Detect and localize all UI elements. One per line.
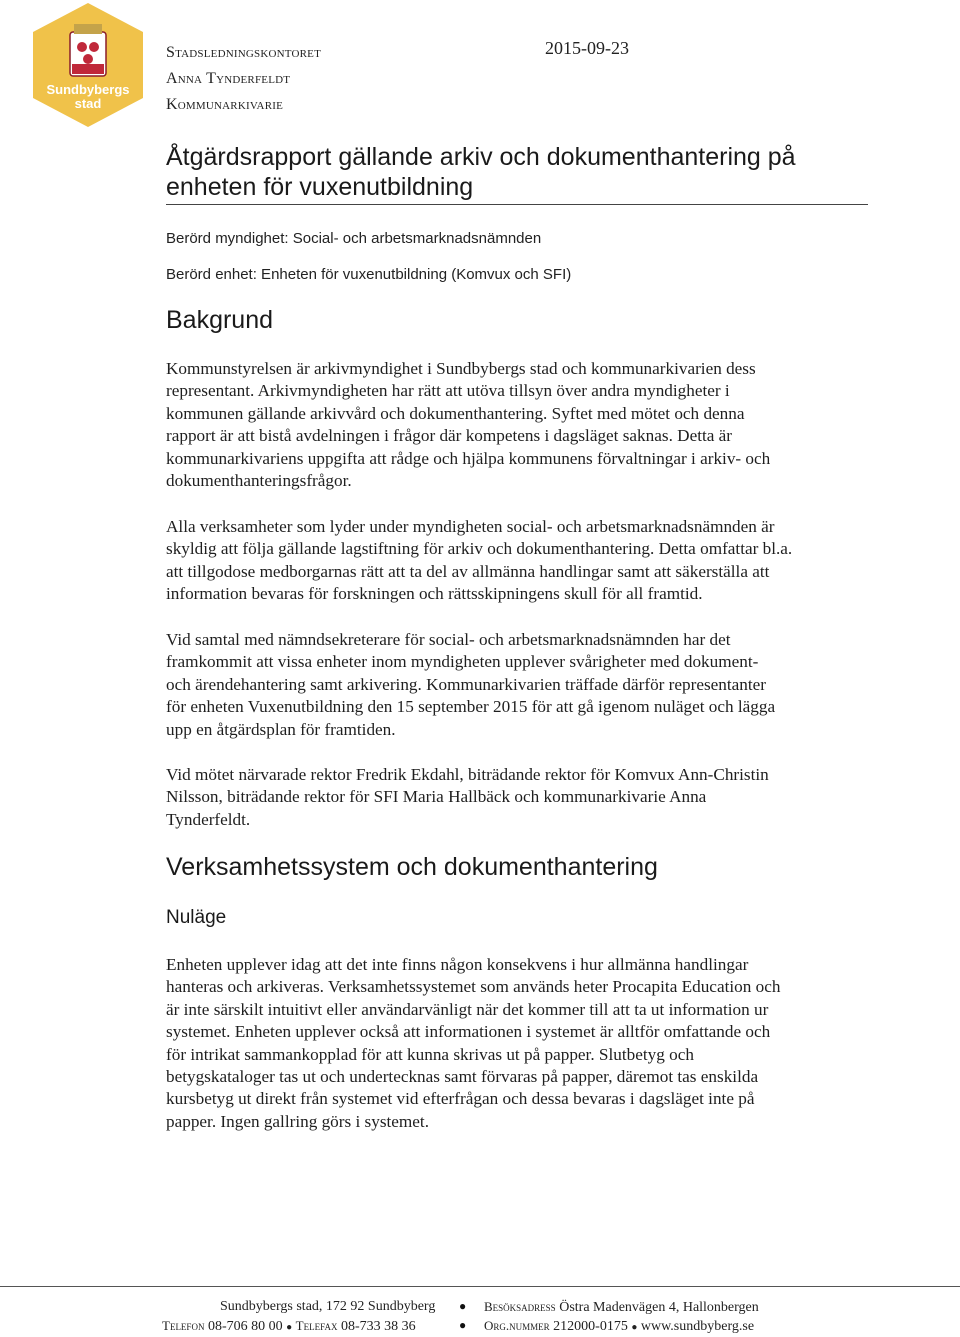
org-value: 212000-0175 — [553, 1319, 628, 1334]
phone-label: Telefon — [162, 1318, 205, 1333]
text-line: Enheten upplever idag att det inte finns någon konsekvens i hur allmänna handlingar — [166, 955, 749, 974]
svg-text:Sundbybergs: Sundbybergs — [46, 82, 130, 97]
text-line: information bevaras för forskningen och rättsskipningens skull för all framtid. — [166, 584, 703, 604]
paragraph-1 — [166, 358, 866, 492]
title-line: enheten för vuxenutbildning — [166, 173, 474, 201]
text-line: Nilsson, biträdande rektor för SFI Maria Hallbäck och kommunarkivarie Anna — [166, 787, 707, 807]
text-line: representant. Arkivmyndigheten har rätt att utöva tillsyn över andra myndigheter i — [166, 381, 730, 401]
text-line: framkommit att vissa enheter inom myndigheten upplever svårigheter med dokument- — [166, 652, 759, 672]
text-line: och ärendehantering samt arkivering. Kommunarkivarien träffade därför representanter — [166, 674, 767, 694]
text-line: är inte särskilt intuitivt eller användarvänligt när det kommer till att ta ut information ur — [166, 999, 769, 1019]
heading-current-state: Nuläge — [166, 907, 227, 928]
text-line: Alla verksamheter som lyder under myndigheten social- och arbetsmarknadsnämnden är — [166, 517, 775, 536]
text-line: rapport är att bistå avdelningen i frågor där kompetens i dagsläget saknas. Detta är — [166, 426, 733, 446]
bullet-icon: ● — [459, 1318, 467, 1332]
affected-authority: Berörd myndighet: Social- och arbetsmarknadsnämnden — [166, 230, 542, 247]
logo-shield-icon — [30, 2, 146, 128]
text-line: systemet. Enheten upplever också att informationen i systemet är alltför omfattande och — [166, 1022, 771, 1042]
fax-label: Telefax — [295, 1318, 338, 1333]
author-role: Kommunarkivarie — [166, 96, 284, 113]
text-line: kursbetyg ut direkt från systemet vid efterfrågan och dessa bevaras i dagsläget inte på — [166, 1089, 755, 1109]
sundbyberg-logo — [30, 2, 146, 128]
text-line: att tillgodose medborgarnas rätt att ta del av allmänna handlingar samt att säkerställa att — [166, 561, 770, 581]
sender-block — [166, 40, 321, 118]
author-name: Anna Tynderfeldt — [166, 70, 291, 87]
footer-divider — [0, 1286, 960, 1287]
text-line: Tynderfeldt. — [166, 809, 251, 829]
visit-label: Besöksadress — [484, 1299, 556, 1314]
text-line: betygskataloger tas ut och undertecknas samt förvaras på papper, däremot tas enskilda — [166, 1067, 759, 1087]
footer-visit — [484, 1297, 759, 1317]
affected-unit: Berörd enhet: Enheten för vuxenutbildning (Komvux och SFI) — [166, 266, 572, 283]
website-link[interactable]: www.sundbyberg.se — [640, 1319, 755, 1334]
document-date: 2015-09-23 — [545, 38, 629, 58]
fax-value: 08-733 38 36 — [340, 1319, 416, 1334]
paragraph-3 — [166, 629, 866, 741]
text-line: kommunarkivariens uppgifta att rådge och hjälpa kommunens förvaltningar i arkiv- och — [166, 448, 771, 468]
text-line: Vid samtal med nämndsekreterare för social- och arbetsmarknadsnämnden har det — [166, 630, 731, 649]
footer-address: Sundbybergs stad, 172 92 Sundbyberg — [220, 1299, 436, 1314]
text-line: dokumenthanteringsfrågor. — [166, 471, 352, 491]
text-line: papper. Ingen gallring görs i systemet. — [166, 1111, 430, 1131]
text-line: för intrikat sammankopplad för att kunna skrivas ut på papper. Slutbetyg och — [166, 1044, 694, 1064]
department: Stadsledningskontoret — [166, 44, 322, 61]
document-title — [166, 142, 868, 205]
bullet-icon: ● — [286, 1322, 293, 1333]
title-line: Åtgärdsrapport gällande arkiv och dokumenthantering på — [166, 143, 796, 171]
text-line: hanteras och arkiveras. Verksamhetssystemet som används heter Procapita Education och — [166, 977, 781, 997]
text-line: upp en åtgärdsplan för framtiden. — [166, 719, 396, 739]
visit-address: Östra Madenvägen 4, Hallonbergen — [559, 1300, 759, 1315]
bullet-icon: ● — [631, 1322, 638, 1333]
text-line: skyldig att följa gällande lagstiftning för arkiv och dokumenthantering. Detta omfattar bl.a. — [166, 539, 793, 559]
svg-text:stad: stad — [74, 96, 102, 111]
bullet-icon: ● — [459, 1299, 467, 1313]
heading-systems: Verksamhetssystem och dokumenthantering — [166, 853, 658, 881]
text-line: Kommunstyrelsen är arkivmyndighet i Sundbybergs stad och kommunarkivarien dess — [166, 359, 756, 378]
heading-background: Bakgrund — [166, 306, 274, 334]
org-label: Org.nummer — [484, 1318, 550, 1333]
paragraph-5 — [166, 954, 866, 1133]
phone-value: 08-706 80 00 — [207, 1319, 283, 1334]
text-line: Vid mötet närvarade rektor Fredrik Ekdahl, biträdande rektor för Komvux Ann-Christin — [166, 765, 769, 784]
paragraph-4 — [166, 764, 866, 831]
text-line: för enheten Vuxenutbildning den 15 september 2015 för att gå igenom nuläget och lägga — [166, 697, 776, 717]
text-line: kommunen gällande arkivvård och dokumenthantering. Syftet med mötet och denna — [166, 403, 745, 423]
paragraph-2 — [166, 516, 866, 606]
